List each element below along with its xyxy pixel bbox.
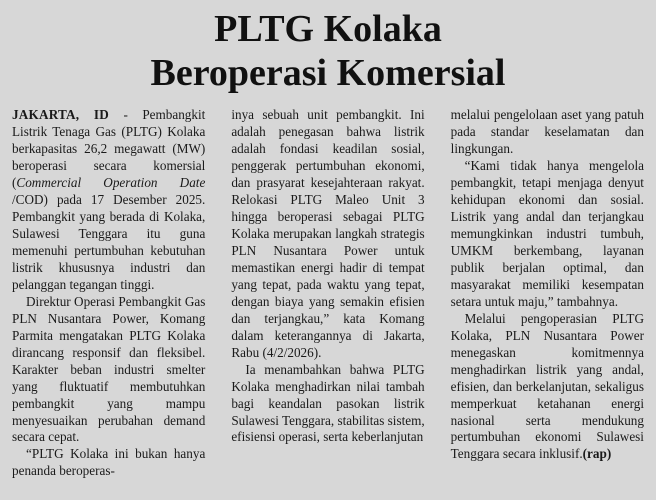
italic-phrase: Commercial Operation Date bbox=[16, 175, 206, 191]
paragraph-text: Melalui pengoperasian PLTG Kolaka, PLN Nusantara Power menegaskan komitmennya menghadirkan listrik yang andal, efisien, dan berkelanjutan, sekaligus memperkuat ketahanan energi nasional serta mendukung pertumbuhan ekonomi Sulawesi Tenggara secara inklusif. bbox=[450, 310, 644, 462]
paragraph: “Kami tidak hanya mengelola pembangkit, tetapi menjaga denyut kehidupan ekonomi dan sosial. Listrik yang andal dan terjangkau memungkinkan industri tumbuh, UMKM berkembang, layanan publik berjalan optimal, dan masyarakat memiliki kesempatan setara untuk maju,” tambahnya. bbox=[450, 158, 644, 309]
article-column-1 bbox=[12, 107, 205, 480]
article-column-3 bbox=[451, 107, 644, 480]
paragraph-text: - Pembangkit Listrik Tenaga Gas (PLTG) Kolaka berkapasitas 26,2 megawatt (MW) beroperasi secara komersial ( bbox=[12, 107, 206, 191]
paragraph: Ia menambahkan bahwa PLTG Kolaka menghadirkan nilai tambah bagi keandalan pasokan listrik Sulawesi Tenggara, stabilitas sistem, efisiensi operasi, serta keberlanjutan bbox=[231, 361, 425, 445]
paragraph-continuation: inya sebuah unit pembangkit. Ini adalah penegasan bahwa listrik adalah fondasi keadilan sosial, penggerak pertumbuhan ekonomi, dan prasyarat kesejahteraan rakyat. Relokasi PLTG Maleo Unit 3 hingga beroperasi sebagai PLTG Kolaka merupakan langkah strategis PLN Nusantara Power untuk memastikan energi hadir di tempat yang tepat, pada waktu yang tepat, dengan biaya yang semakin efisien dan terjangkau,” kata Komang dalam keterangannya di Jakarta, Rabu (4/2/2026). bbox=[231, 107, 425, 360]
dateline: JAKARTA, ID bbox=[12, 107, 109, 123]
article-body bbox=[12, 107, 644, 480]
article-headline bbox=[12, 8, 644, 95]
headline-line-1: PLTG Kolaka bbox=[214, 8, 442, 50]
author-initials: (rap) bbox=[582, 446, 612, 462]
paragraph: Direktur Operasi Pembangkit Gas PLN Nusantara Power, Komang Parmita mengatakan PLTG Kolaka dirancang responsif dan fleksibel. Karakter beban industri smelter yang fluktuatif membutuhkan pembangkit yang mampu menyesuaikan perubahan demand secara cepat. bbox=[12, 293, 206, 445]
closing-paragraph bbox=[451, 311, 644, 464]
paragraph-text: /COD) pada 17 Desember 2025. Pembangkit yang berada di Kolaka, Sulawesi Tenggara itu guna memenuhi pertumbuhan kebutuhan listrik khususnya industri dan pelanggan tegangan tinggi. bbox=[12, 192, 206, 292]
paragraph: “PLTG Kolaka ini bukan hanya penanda beroperas- bbox=[12, 446, 206, 479]
headline-line-2: Beroperasi Komersial bbox=[150, 51, 506, 94]
paragraph-continuation: melalui pengelolaan aset yang patuh pada standar keselamatan dan lingkungan. bbox=[450, 107, 644, 157]
article-column-2 bbox=[231, 107, 424, 480]
lead-paragraph bbox=[12, 107, 205, 293]
